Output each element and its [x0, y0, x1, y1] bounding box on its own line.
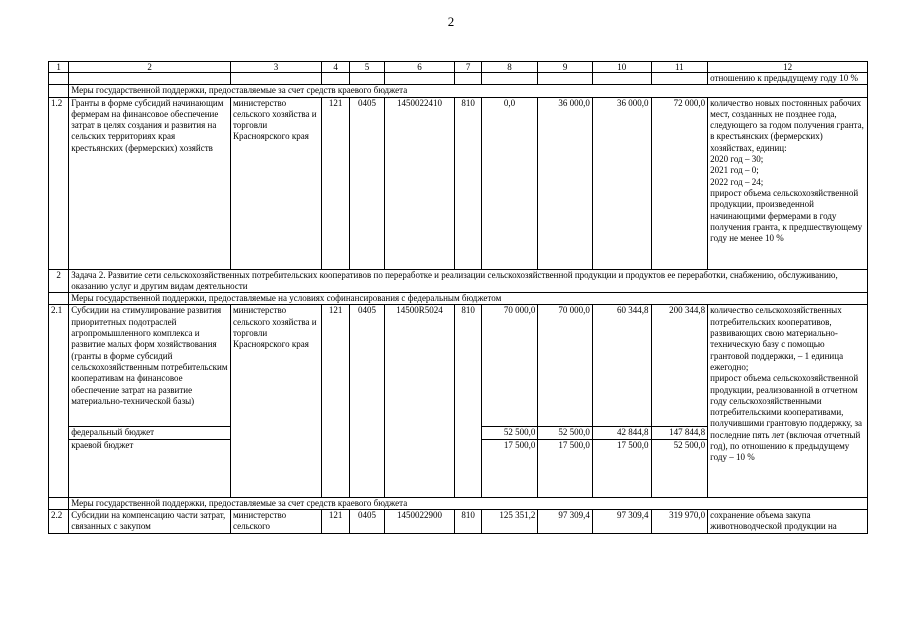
col-header: 11 [651, 62, 708, 73]
section-heading-row [49, 293, 868, 305]
header-row [49, 62, 868, 73]
amount-2022: 17 500,0 [592, 439, 651, 497]
code-target: 1450022410 [384, 97, 455, 269]
col-header: 6 [384, 62, 455, 73]
amount-2022: 60 344,8 [592, 305, 651, 427]
amount-2021: 97 309,4 [538, 510, 593, 534]
code-grbs: 121 [321, 305, 349, 497]
code-grbs: 121 [321, 97, 349, 269]
continuation-row [49, 73, 868, 85]
budget-label: федеральный бюджет [69, 427, 231, 439]
table-row [49, 305, 868, 427]
section-heading: Меры государственной поддержки, предоставляемые за счет средств краевого бюджета [69, 85, 868, 97]
amount-2022: 42 844,8 [592, 427, 651, 439]
amount-2020: 52 500,0 [481, 427, 538, 439]
table-row [49, 97, 868, 269]
budget-label: краевой бюджет [69, 439, 231, 497]
table-row [49, 510, 868, 534]
row-number: 2.1 [49, 305, 69, 427]
amount-2020: 0,0 [481, 97, 538, 269]
task-number: 2 [49, 269, 69, 293]
amount-total: 200 344,8 [651, 305, 708, 427]
expected-result: количество сельскохозяйственных потребительских кооперативов, развивающих свою материально-техническую базу с помощью грантовой поддержки, – 1 единица ежегодно; прирост объема сельскохозяйственной продукции, реализованной в отчетном году сельскохозяйственными потребительскими кооперативами, получившими грантовую поддержку, за последние пять лет (включая отчетный год), по отношению к предыдущему году – 10 % [708, 305, 868, 497]
row-number: 2.2 [49, 510, 69, 534]
amount-2020: 125 351,2 [481, 510, 538, 534]
responsible-org: министерство сельского [230, 510, 321, 534]
amount-2022: 97 309,4 [592, 510, 651, 534]
col-header: 10 [592, 62, 651, 73]
amount-total: 319 970,0 [651, 510, 708, 534]
col-header: 12 [708, 62, 868, 73]
responsible-org: министерство сельского хозяйства и торговли Красноярского края [230, 305, 321, 497]
amount-2021: 17 500,0 [538, 439, 593, 497]
task-row [49, 269, 868, 293]
code-target: 14500R5024 [384, 305, 455, 497]
continuation-result: отношению к предыдущему году 10 % [708, 73, 868, 85]
amount-2021: 52 500,0 [538, 427, 593, 439]
measure-name: Субсидии на компенсацию части затрат, связанных с закупом [69, 510, 231, 534]
expected-result: количество новых постоянных рабочих мест, созданных не позднее года, следующего за годом получения гранта, в крестьянских (фермерских) хозяйствах, единиц: 2020 год – 30; 2021 год – 0; 2022 год – 24; прирост объема сельскохозяйственной продукции, произведенной начинающими фермерами в году получения гранта, к предшествующему году не менее 10 % [708, 97, 868, 269]
section-heading-row [49, 497, 868, 509]
measure-name: Гранты в форме субсидий начинающим фермерам на финансовое обеспечение затрат в целях создания и развития на сельских территориях края крестьянских (фермерских) хозяйств [69, 97, 231, 269]
code-grbs: 121 [321, 510, 349, 534]
amount-2021: 36 000,0 [538, 97, 593, 269]
col-header: 4 [321, 62, 349, 73]
amount-2022: 36 000,0 [592, 97, 651, 269]
code-target: 1450022900 [384, 510, 455, 534]
col-header: 8 [481, 62, 538, 73]
code-section: 0405 [350, 510, 384, 534]
amount-2021: 70 000,0 [538, 305, 593, 427]
program-measures-table [48, 61, 868, 534]
col-header: 2 [69, 62, 231, 73]
col-header: 5 [350, 62, 384, 73]
page-number: 2 [447, 14, 455, 29]
section-heading: Меры государственной поддержки, предоставляемые на условиях софинансирования с федеральным бюджетом [69, 293, 868, 305]
section-heading-row [49, 85, 868, 97]
col-header: 1 [49, 62, 69, 73]
row-number: 1.2 [49, 97, 69, 269]
code-section: 0405 [350, 305, 384, 497]
section-heading: Меры государственной поддержки, предоставляемые за счет средств краевого бюджета [69, 497, 868, 509]
amount-2020: 17 500,0 [481, 439, 538, 497]
measure-name: Субсидии на стимулирование развития приоритетных подотраслей агропромышленного комплекса и развитие малых форм хозяйствования (гранты в форме субсидий сельскохозяйственным потребительским кооперативам на финансовое обеспечение затрат на развитие материально-технической базы) [69, 305, 231, 427]
code-type: 810 [455, 97, 481, 269]
expected-result: сохранение объема закупа животноводческой продукции на [708, 510, 868, 534]
col-header: 9 [538, 62, 593, 73]
code-type: 810 [455, 510, 481, 534]
col-header: 3 [230, 62, 321, 73]
responsible-org: министерство сельского хозяйства и торговли Красноярского края [230, 97, 321, 269]
amount-2020: 70 000,0 [481, 305, 538, 427]
amount-total: 147 844,8 [651, 427, 708, 439]
amount-total: 52 500,0 [651, 439, 708, 497]
code-section: 0405 [350, 97, 384, 269]
col-header: 7 [455, 62, 481, 73]
amount-total: 72 000,0 [651, 97, 708, 269]
code-type: 810 [455, 305, 481, 497]
task-title: Задача 2. Развитие сети сельскохозяйственных потребительских кооперативов по переработке и реализации сельскохозяйственной продукции и продуктов ее переработки, снабжению, обслуживанию, оказанию услуг и другим видам деятельности [69, 269, 868, 293]
